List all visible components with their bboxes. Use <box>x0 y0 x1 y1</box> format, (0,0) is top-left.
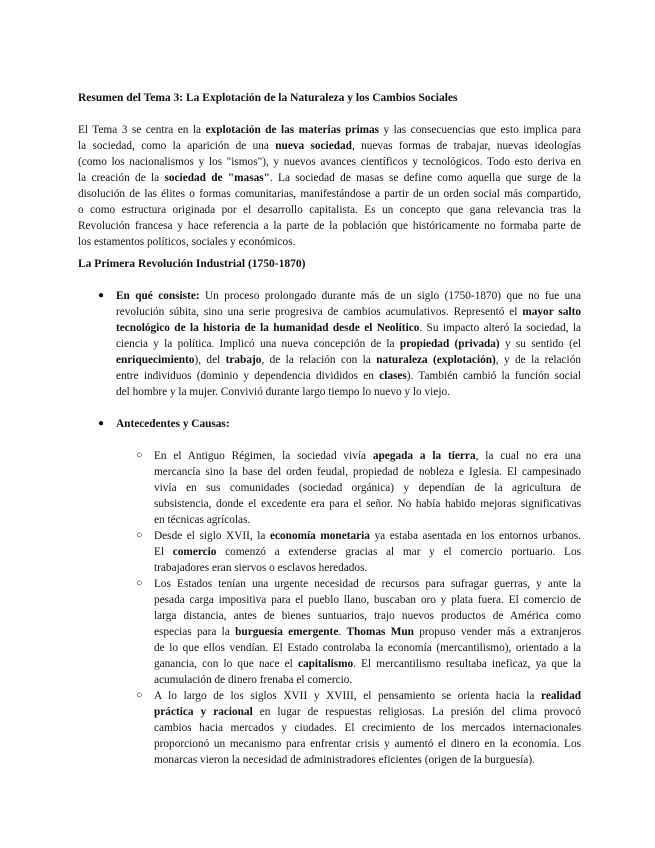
circle-bullet-icon: ○ <box>136 690 143 701</box>
intro-line <box>78 186 581 202</box>
text-run: la sociedad, como la aparición de una <box>78 140 276 152</box>
sub-bullet-line <box>154 560 581 576</box>
sub-bullet-line <box>154 448 581 464</box>
text-run: , la cual no era una <box>475 450 581 462</box>
text-run: y las consecuencias que esto implica para <box>379 124 581 136</box>
text-run: revolución súbita, sino una serie progresiva de cambios acumulativos. Representó el <box>116 306 523 318</box>
bold-text: economía monetaria <box>270 530 370 542</box>
intro-line <box>78 202 581 218</box>
sub-bullet-line <box>154 624 581 640</box>
bold-text: En qué consiste: <box>116 290 200 302</box>
text-run: , de la relación con la <box>261 354 377 366</box>
text-run: larga distancia, antes de bienes suntuarios, trajo nuevos productos de América como <box>154 610 581 622</box>
sub-bullet-line <box>154 576 581 592</box>
text-run: de lo que ellos vendían. El Estado controlaba la economía (mercantilismo), orientado a la <box>154 642 581 654</box>
bold-text: realidad <box>541 690 581 702</box>
sub-bullet-line <box>154 720 581 736</box>
bullet-line <box>116 304 581 320</box>
intro-line <box>78 138 581 154</box>
text-run: El Tema 3 se centra en la <box>78 124 206 136</box>
bullet-heading: Antecedentes y Causas: <box>116 418 230 430</box>
sub-bullet-line <box>154 480 581 496</box>
text-run: en técnicas agrícolas. <box>154 514 251 526</box>
text-run: cambios hacia mercados y ciudades. El crecimiento de los mercados internacionales <box>154 722 581 734</box>
circle-bullet-icon: ○ <box>136 578 143 589</box>
sub-bullet-line <box>154 688 581 704</box>
text-run: disolución de las élites o formas comunitarias, manifestándose a partir de un orden social más compartido, <box>78 188 581 200</box>
bold-text: nueva sociedad <box>275 140 352 152</box>
sub-bullet-line <box>154 752 581 768</box>
text-run: ). También cambió la función social <box>406 370 581 382</box>
bold-text: enriquecimiento <box>116 354 195 366</box>
text-run: mercancía sino la base del orden feudal, propiedad de nobleza e Iglesia. El campesinado <box>154 466 581 478</box>
bold-text: tecnológico de la historia de la humanidad desde el Neolítico <box>116 322 420 334</box>
bullet-dot-icon: ● <box>98 290 105 301</box>
text-run: . La sociedad de masas se define como aquella que surge de la <box>269 172 581 184</box>
text-run: Los Estados tenían una urgente necesidad de recursos para sufragar guerras, y ante la <box>154 578 581 590</box>
text-run: . <box>338 626 347 638</box>
text-run: Revolución francesa y hace referencia a la parte de la población que históricamente no formaba parte de <box>78 220 581 232</box>
sub-bullet-line <box>154 608 581 624</box>
text-run: . Su impacto alteró la sociedad, la <box>419 322 581 334</box>
document-title: Resumen del Tema 3: La Explotación de la Naturaleza y los Cambios Sociales <box>78 92 458 104</box>
sub-bullet-line <box>154 736 581 752</box>
bold-text: naturaleza (explotación) <box>376 354 496 366</box>
text-run: la creación de la <box>78 172 165 184</box>
text-run: en lugar de respuestas religiosas. La presión del clima provocó <box>252 706 581 718</box>
bold-text: capitalismo <box>297 658 354 670</box>
text-run: comenzó a extenderse gracias al mar y el comercio portuario. Los <box>216 546 581 558</box>
text-run: vivía en sus comunidades (sociedad orgánica) y dependían de la agricultura de <box>154 482 581 494</box>
text-run: , y de la relación <box>495 354 581 366</box>
sub-bullet-line <box>154 528 581 544</box>
text-run: del hombre y la mujer. Convivió durante largo tiempo lo nuevo y lo viejo. <box>116 386 450 398</box>
bullet-line <box>116 352 581 368</box>
sub-bullet-line <box>154 640 581 656</box>
text-run: y su sentido (el <box>499 338 582 350</box>
text-run: ya estaba asentada en los entornos urbanos. <box>369 530 581 542</box>
sub-bullet-line <box>154 704 581 720</box>
text-run: El <box>154 546 173 558</box>
text-run: ciencia y la política. Implicó una nueva concepción de la <box>116 338 400 350</box>
bullet-line <box>116 368 581 384</box>
text-run: monarcas vieron la necesidad de administradores eficientes (origen de la burguesía). <box>154 754 535 766</box>
bold-text: Thomas Mun <box>346 626 414 638</box>
text-run: Desde el siglo XVII, la <box>154 530 270 542</box>
bullet-line <box>116 288 581 304</box>
text-run: subsistencia, donde el excedente era para el señor. No había habido mejoras significativas <box>154 498 581 510</box>
bold-text: práctica y racional <box>154 706 253 718</box>
intro-line <box>78 154 581 170</box>
text-run: , nuevas formas de trabajar, nuevas ideologías <box>351 140 581 152</box>
bold-text: clases <box>379 370 407 382</box>
sub-bullet-line <box>154 464 581 480</box>
bullet-line <box>116 336 581 352</box>
bullet-dot-icon: ● <box>98 418 105 429</box>
text-run: propuso vender más a extranjeros <box>413 626 581 638</box>
intro-line <box>78 234 581 250</box>
sub-bullet-line <box>154 544 581 560</box>
text-run: A lo largo de los siglos XVII y XVIII, el pensamiento se orienta hacia la <box>154 690 542 702</box>
text-run: proporcionó un mecanismo para enfrentar crisis y aumentó el dinero en la economía. Los <box>154 738 581 750</box>
bold-text: trabajo <box>225 354 262 366</box>
text-run: (como los nacionalismos y los "ismos"), y nuevos avances científicos y tecnológicos. Todo esto deriva en <box>78 156 581 168</box>
intro-line <box>78 122 581 138</box>
circle-bullet-icon: ○ <box>136 530 143 541</box>
sub-bullet-line <box>154 512 581 528</box>
bold-text: apegada a la tierra <box>372 450 476 462</box>
bold-text: mayor salto <box>522 306 581 318</box>
bold-text: comercio <box>172 546 217 558</box>
circle-bullet-icon: ○ <box>136 450 143 461</box>
text-run: acumulación de dinero frenaba el comercio. <box>154 674 353 686</box>
text-run: ganancia, con lo que nace el <box>154 658 298 670</box>
text-run: En el Antiguo Régimen, la sociedad vivía <box>154 450 373 462</box>
bold-text: explotación de las materias primas <box>205 124 380 136</box>
intro-line <box>78 218 581 234</box>
sub-bullet-line <box>154 496 581 512</box>
intro-line <box>78 170 581 186</box>
bold-text: sociedad de "masas" <box>164 172 270 184</box>
text-run: . El mercantilismo resultaba ineficaz, ya que la <box>353 658 581 670</box>
text-run: ), del <box>194 354 226 366</box>
text-run: o como estructura originada por el desarrollo capitalista. Es un concepto que gana relevancia tras la <box>78 204 581 216</box>
sub-bullet-line <box>154 592 581 608</box>
text-run: pesada carga impositiva para el pueblo llano, buscaban oro y plata fuera. El comercio de <box>154 594 581 606</box>
text-run: entre individuos (dominio y dependencia divididos en <box>116 370 380 382</box>
sub-bullet-line <box>154 656 581 672</box>
bold-text: burguesía emergente <box>235 626 339 638</box>
sub-bullet-line <box>154 672 581 688</box>
text-run: trabajadores eran siervos o esclavos heredados. <box>154 562 368 574</box>
bullet-line <box>116 384 581 400</box>
bullet-line <box>116 320 581 336</box>
bold-text: propiedad (privada) <box>399 338 500 350</box>
text-run: Un proceso prolongado durante más de un siglo (1750-1870) que no fue una <box>199 290 581 302</box>
section-heading: La Primera Revolución Industrial (1750-1870) <box>78 258 306 270</box>
text-run: especias para la <box>154 626 236 638</box>
text-run: los estamentos políticos, sociales y económicos. <box>78 236 296 248</box>
